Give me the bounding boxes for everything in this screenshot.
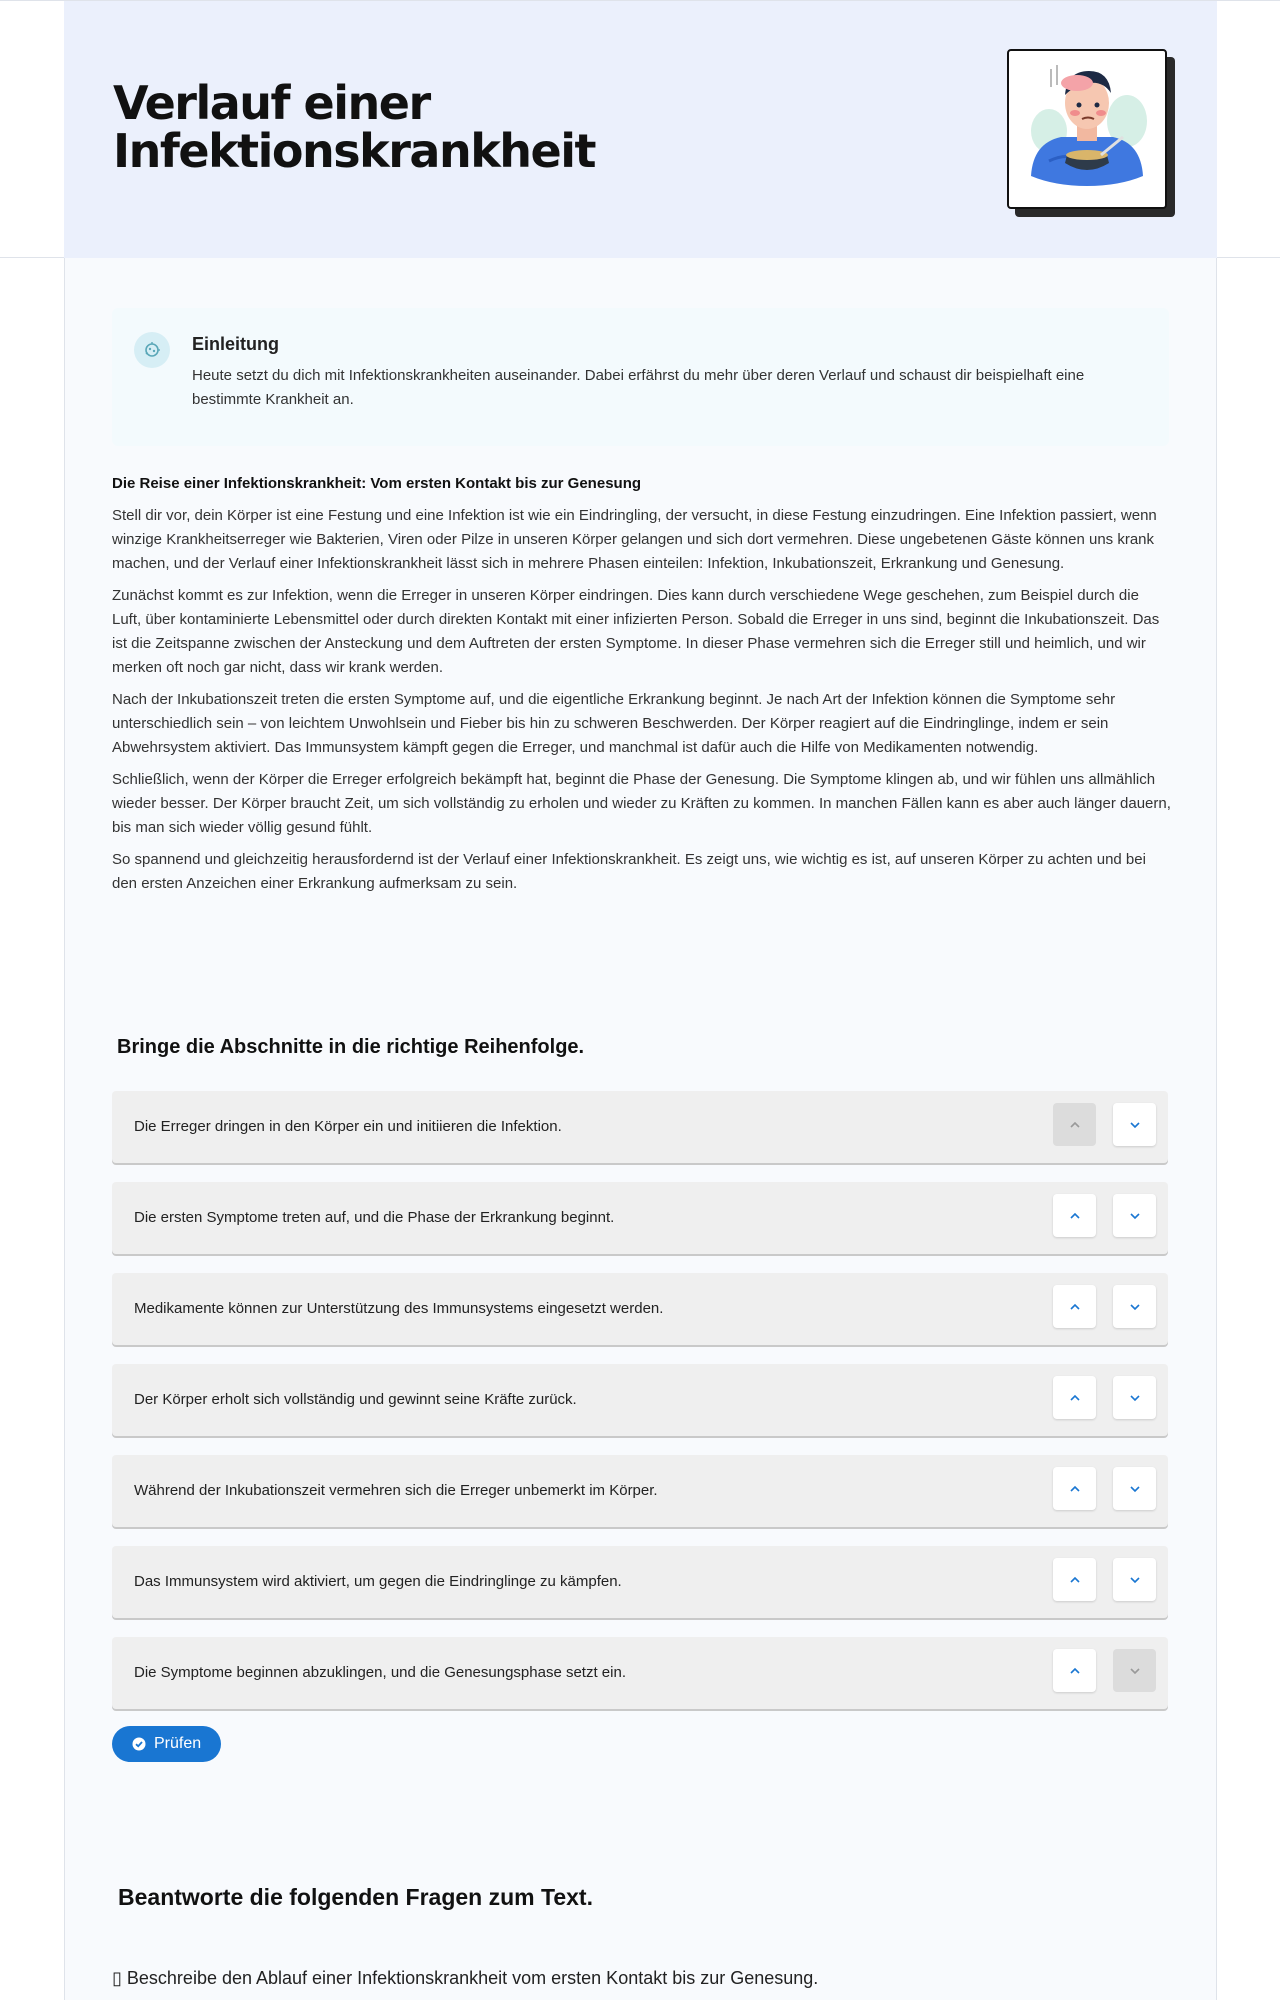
article — [112, 472, 1172, 904]
chevron-up-icon — [1068, 1300, 1082, 1314]
intro-title: Einleitung — [192, 334, 279, 354]
chevron-down-icon — [1128, 1300, 1142, 1314]
move-up-button[interactable] — [1053, 1103, 1096, 1146]
ordering-item[interactable] — [112, 1182, 1168, 1254]
chevron-down-icon — [1128, 1482, 1142, 1496]
move-down-button[interactable] — [1113, 1285, 1156, 1328]
chevron-down-icon — [1128, 1573, 1142, 1587]
move-up-button[interactable] — [1053, 1376, 1096, 1419]
move-down-button[interactable] — [1113, 1558, 1156, 1601]
ordering-item[interactable] — [112, 1546, 1168, 1618]
ordering-task-title: Bringe die Abschnitte in die richtige Reihenfolge. — [117, 1036, 585, 1058]
article-heading: Die Reise einer Infektionskrankheit: Vom ersten Kontakt bis zur Genesung — [112, 475, 642, 492]
chevron-down-icon — [1128, 1664, 1142, 1678]
chevron-up-icon — [1068, 1482, 1082, 1496]
ordering-item-text: Während der Inkubationszeit vermehren sich die Erreger unbemerkt im Körper. — [134, 1482, 658, 1499]
move-down-button[interactable] — [1113, 1194, 1156, 1237]
article-paragraph: Schließlich, wenn der Körper die Erreger erfolgreich bekämpft hat, beginnt die Phase der Genesung. Die Symptome klingen ab, und wir fühlen uns allmählich wieder besser. Der Körper braucht Zeit, um sich vollständig zu erholen und wieder zu Kräften zu kommen. In manchen Fällen kann es aber auch länger dauern, bis man sich wieder völlig gesund fühlt. — [112, 771, 1171, 836]
questions-title: Beantworte die folgenden Fragen zum Text. — [118, 1884, 593, 1910]
chevron-up-icon — [1068, 1573, 1082, 1587]
ordering-item-text: Die ersten Symptome treten auf, und die Phase der Erkrankung beginnt. — [134, 1209, 615, 1226]
ordering-item[interactable] — [112, 1364, 1168, 1436]
ordering-list — [112, 1091, 1168, 1728]
move-down-button[interactable] — [1113, 1649, 1156, 1692]
ordering-item-text: Die Erreger dringen in den Körper ein und initiieren die Infektion. — [134, 1118, 562, 1135]
page-header — [0, 0, 1280, 258]
move-down-button[interactable] — [1113, 1376, 1156, 1419]
chevron-up-icon — [1068, 1209, 1082, 1223]
article-paragraph: Nach der Inkubationszeit treten die ersten Symptome auf, und die eigentliche Erkrankung beginnt. Je nach Art der Infektion können die Symptome sehr unterschiedlich sein – von leichtem Unwohlsein und Fieber bis hin zu schweren Beschwerden. Der Körper reagiert auf die Eindringlinge, indem er sein Abwehrsystem aktiviert. Das Immunsystem kämpft gegen die Erreger, und manchmal ist dafür auch die Hilfe von Medikamenten notwendig. — [112, 691, 1116, 756]
chevron-up-icon — [1068, 1391, 1082, 1405]
ordering-item-text: Die Symptome beginnen abzuklingen, und die Genesungsphase setzt ein. — [134, 1664, 626, 1681]
check-circle-icon — [132, 1737, 146, 1751]
move-up-button[interactable] — [1053, 1194, 1096, 1237]
chevron-up-icon — [1068, 1118, 1082, 1132]
move-down-button[interactable] — [1113, 1467, 1156, 1510]
page-title: Verlauf einer Infektionskrankheit — [113, 76, 596, 178]
intro-card — [112, 308, 1169, 446]
article-paragraph: Zunächst kommt es zur Infektion, wenn die Erreger in unseren Körper eindringen. Dies kann durch verschiedene Wege geschehen, zum Beispiel durch die Luft, über kontaminierte Lebensmittel oder durch direkten Kontakt mit einer infizierten Person. Sobald die Erreger in uns sind, beginnt die Inkubationszeit. Das ist die Zeitspanne zwischen der Ansteckung und dem Auftreten der ersten Symptome. In dieser Phase vermehren sich die Erreger still und heimlich, und wir merken oft noch gar nicht, dass wir krank werden. — [112, 587, 1160, 676]
move-up-button[interactable] — [1053, 1285, 1096, 1328]
chevron-up-icon — [1068, 1664, 1082, 1678]
intro-text: Heute setzt du dich mit Infektionskrankheiten auseinander. Dabei erfährst du mehr über deren Verlauf und schaust dir beispielhaft eine bestimmte Krankheit an. — [192, 367, 1085, 408]
header-illustration — [1007, 49, 1169, 211]
move-up-button[interactable] — [1053, 1558, 1096, 1601]
ordering-item[interactable] — [112, 1091, 1168, 1163]
move-up-button[interactable] — [1053, 1649, 1096, 1692]
question-item: ▯ Beschreibe den Ablauf einer Infektionskrankheit vom ersten Kontakt bis zur Genesung. — [112, 1968, 819, 1988]
article-paragraph: Stell dir vor, dein Körper ist eine Festung und eine Infektion ist wie ein Eindringling, der versucht, in diese Festung einzudringen. Eine Infektion passiert, wenn winzige Krankheitserreger wie Bakterien, Viren oder Pilze in unseren Körper gelangen und sich dort vermehren. Diese ungebetenen Gäste können uns krank machen, und der Verlauf einer Infektionskrankheit lässt sich in mehrere Phasen einteilen: Infektion, Inkubationszeit, Erkrankung und Genesung. — [112, 507, 1157, 572]
article-paragraph: So spannend und gleichzeitig herausfordernd ist der Verlauf einer Infektionskrankheit. Es zeigt uns, wie wichtig es ist, auf unseren Körper zu achten und bei den ersten Anzeichen einer Erkrankung aufmerksam zu sein. — [112, 851, 1146, 892]
ordering-item[interactable] — [112, 1455, 1168, 1527]
ordering-item[interactable] — [112, 1637, 1168, 1709]
chevron-down-icon — [1128, 1391, 1142, 1405]
check-button-label: Prüfen — [154, 1735, 202, 1752]
move-up-button[interactable] — [1053, 1467, 1096, 1510]
chevron-down-icon — [1128, 1209, 1142, 1223]
ordering-item-text: Das Immunsystem wird aktiviert, um gegen die Eindringlinge zu kämpfen. — [134, 1573, 622, 1590]
sick-person-illustration — [1007, 49, 1167, 209]
ordering-item-text: Medikamente können zur Unterstützung des Immunsystems eingesetzt werden. — [134, 1300, 664, 1317]
ordering-item-text: Der Körper erholt sich vollständig und gewinnt seine Kräfte zurück. — [134, 1391, 577, 1408]
move-down-button[interactable] — [1113, 1103, 1156, 1146]
bacteria-icon — [134, 332, 170, 368]
check-button[interactable] — [112, 1726, 221, 1762]
ordering-item[interactable] — [112, 1273, 1168, 1345]
chevron-down-icon — [1128, 1118, 1142, 1132]
